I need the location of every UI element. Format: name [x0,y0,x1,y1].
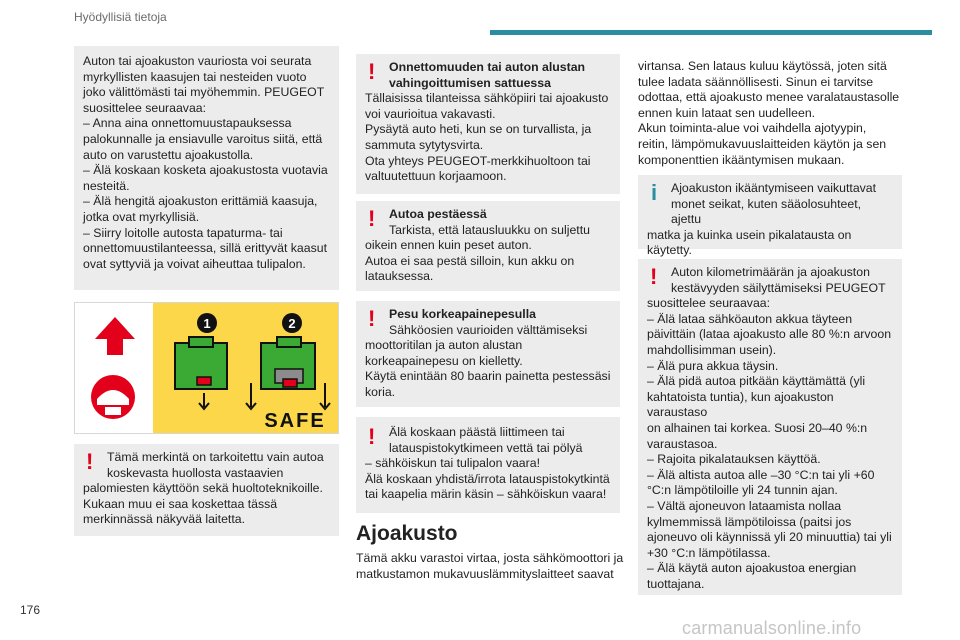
warning-line: Käytä enintään 80 baarin painetta pestessäsi [365,369,611,384]
header-accent-bar [490,30,932,35]
warning-line: koria. [365,384,396,399]
battery-intro-paragraph [356,551,624,582]
paragraph-line: matkustamon mukavuuslämmityslaitteet saavat [356,566,614,581]
safe-label-figure [74,302,339,434]
intro-line: – Siirry loitolle autosta tapaturma- tai [83,225,283,240]
paragraph-line: komponenttien ikääntymisen mukaan. [638,152,845,167]
warning-line: tuottajana. [647,576,705,591]
pressure-wash-warning-box [356,301,620,407]
paragraph-line: reitin, lämpömukavuuslaitteiden käytön ja sen [638,136,887,151]
aging-info-box [638,175,902,258]
info-line: käytetty. [647,243,692,258]
warning-line: Tämä merkintä on tarkoitettu vain autoa [107,450,324,464]
paragraph-line: ennen kuin lataat sen uudelleen. [638,105,816,120]
warning-line: kylmemmissä lämpötiloissa (paitsi jos [647,514,852,529]
warning-line: kahtatoista tuntia), kun ajoakuston varaustaso [647,389,834,420]
intro-line: – Älä hengitä ajoakuston erittämiä kaasuja, [83,194,318,209]
warning-line: °C:n lämpötiloille yli 24 tunnin ajan. [647,483,838,498]
warning-line: voi vaurioitua vakavasti. [365,106,496,121]
warning-line: – Älä altista autoa alle –30 °C:n tai yli +60 [647,467,875,482]
warning-line: Auton kilometrimäärän ja ajoakuston [671,265,870,279]
warning-line: oikein ennen kuin peset auton. [365,238,532,253]
badge-2-text: 2 [288,316,296,331]
warning-line: valtuutettuun korjaamoon. [365,169,507,184]
warning-line: Tällaisissa tilanteissa sähköpiiri tai ajoakusto [365,91,609,106]
intro-line: joko välittömästi tai myöhemmin. PEUGEOT [83,85,325,100]
warning-line: päivittäin (lataa ajoakusto alle 80 %:n arvoon [647,327,892,342]
accident-warning-box [356,54,620,194]
warning-line: merkinnässä näkyvää laitetta. [83,512,245,527]
warning-line: korkeapainepesu on kielletty. [365,353,523,368]
section-heading: Ajoakusto [356,522,458,545]
warning-title: vahingoittumisen sattuessa [389,75,551,90]
intro-line: – Älä koskaan kosketa ajoakustosta vuotavia [83,163,328,178]
warning-title: Onnettomuuden tai auton alustan [389,60,586,74]
intro-line: – Anna aina onnettomuustapauksessa [83,116,292,131]
warning-line: on alhainen tai korkea. Suosi 20–40 %:n [647,420,868,435]
warning-line: Älä koskaan yhdistä/irrota latauspistokytkintä [365,471,610,486]
warning-line: Pysäytä auto heti, kun se on turvallista, ja [365,122,592,137]
info-line: matka ja kuinka usein pikalatausta on [647,227,852,242]
warning-icon: ! [650,264,658,289]
warning-line: Sähköosien vaurioiden välttämiseksi [389,322,588,337]
page-number: 176 [20,603,41,617]
intro-line: jotka ovat myrkyllisiä. [83,209,200,224]
connector-warning-box [356,417,620,513]
battery-care-warning-box [638,259,902,595]
info-icon: i [651,180,658,205]
warning-line: +30 °C:n lämpötilassa. [647,545,771,560]
warning-line: – Älä pura akkua täysin. [647,358,779,373]
warning-line: koskevasta huollosta vastaavien [107,465,284,480]
warning-line: Autoa ei saa pestä silloin, kun akku on [365,253,575,268]
intro-line: ovat syttyviä ja voivat aiheuttaa tulipalon. [83,256,306,271]
warning-title: Autoa pestäessä [389,207,487,221]
warning-icon: ! [368,206,376,231]
warning-icon: ! [368,59,376,84]
battery-continued-paragraph [638,59,928,168]
battery-module-1-icon [175,337,227,409]
safe-label-illustration [75,303,338,433]
red-arrow-icon [95,317,135,355]
intro-line: auto on varustettu ajoakustolla. [83,147,254,162]
badge-1-text: 1 [203,316,211,331]
warning-line: – Rajoita pikalatauksen käyttöä. [647,452,821,467]
warning-line: latauspistokytkimeen vettä tai pölyä [389,440,583,455]
warning-icon: ! [368,424,376,449]
intro-line: suosittelee seuraavaa: [83,100,207,115]
warning-line: Kukaan muu ei saa koskettaa tässä [83,496,278,511]
warning-line: – Vältä ajoneuvon lataamista nollaa [647,498,842,513]
warning-line: latauksessa. [365,269,434,284]
paragraph-line: virtansa. Sen lataus kuluu käytössä, joten sitä [638,59,887,73]
warning-line: suosittelee seuraavaa: [647,296,771,311]
intro-box [74,46,339,290]
paragraph-line: odottaa, että ajoakusto menee varalataustasolle [638,90,900,105]
warning-icon: ! [368,306,376,331]
warning-title: Pesu korkeapainepesulla [389,307,536,321]
warning-line: mahdollisimman usein). [647,342,777,357]
intro-line: Auton tai ajoakuston vauriosta voi seurata [83,54,312,68]
warning-line: varaustasoa. [647,436,718,451]
warning-line: – Älä pidä autoa pitkään käyttämättä (yli [647,374,866,389]
warning-line: – sähköiskun tai tulipalon vaara! [365,456,540,471]
safe-label-text: SAFE [264,410,326,432]
warning-line: sammuta sytytysvirta. [365,137,484,152]
warning-line: – Älä lataa sähköauton akkua täyteen [647,311,853,326]
watermark: carmanualsonline.info [682,618,862,638]
warning-icon: ! [86,449,94,474]
paragraph-line: Akun toiminta-alue voi vaihdella ajotyypin, [638,121,867,136]
service-warning-box [74,444,339,536]
info-line: monet seikat, kuten sääolosuhteet, ajettu [671,196,862,227]
warning-line: ajoneuvo oli käynnissä yli 20 minuuttia) tai yli [647,530,892,545]
warning-line: Älä koskaan päästä liittimeen tai [389,425,565,439]
warning-line: Tarkista, että latausluukku on suljettu [389,222,590,237]
info-line: Ajoakuston ikääntymiseen vaikuttavat [671,181,877,195]
firefighter-helmet-icon [91,375,135,419]
warning-line: Ota yhteys PEUGEOT-merkkihuoltoon tai [365,153,591,168]
warning-line: kestävyyden säilyttämiseksi PEUGEOT [671,280,886,295]
paragraph-line: tulee ladata säännöllisesti. Sinun ei tarvitse [638,74,874,89]
battery-module-2-icon [246,337,330,409]
warning-line: – Älä käytä auton ajoakustoa energian [647,561,857,576]
paragraph-line: Tämä akku varastoi virtaa, josta sähkömoottori ja [356,551,624,565]
intro-line: onnettomuustilanteessa, sillä erittyvät kaasut [83,241,328,256]
warning-line: tai kaapelia märin käsin – sähköiskun vaara! [365,487,607,502]
intro-line: myrkyllisten kaasujen tai nesteiden vuoto [83,69,307,84]
warning-line: moottoritilan ja auton alustan [365,338,523,353]
page-section-title: Hyödyllisiä tietoja [74,10,167,24]
intro-line: nesteitä. [83,178,130,193]
intro-line: palokunnalle ja ensiavulle varoitus siitä, että [83,131,323,146]
washing-warning-box [356,201,620,291]
warning-line: palomiesten käyttöön sekä huoltoteknikoille. [83,481,323,496]
